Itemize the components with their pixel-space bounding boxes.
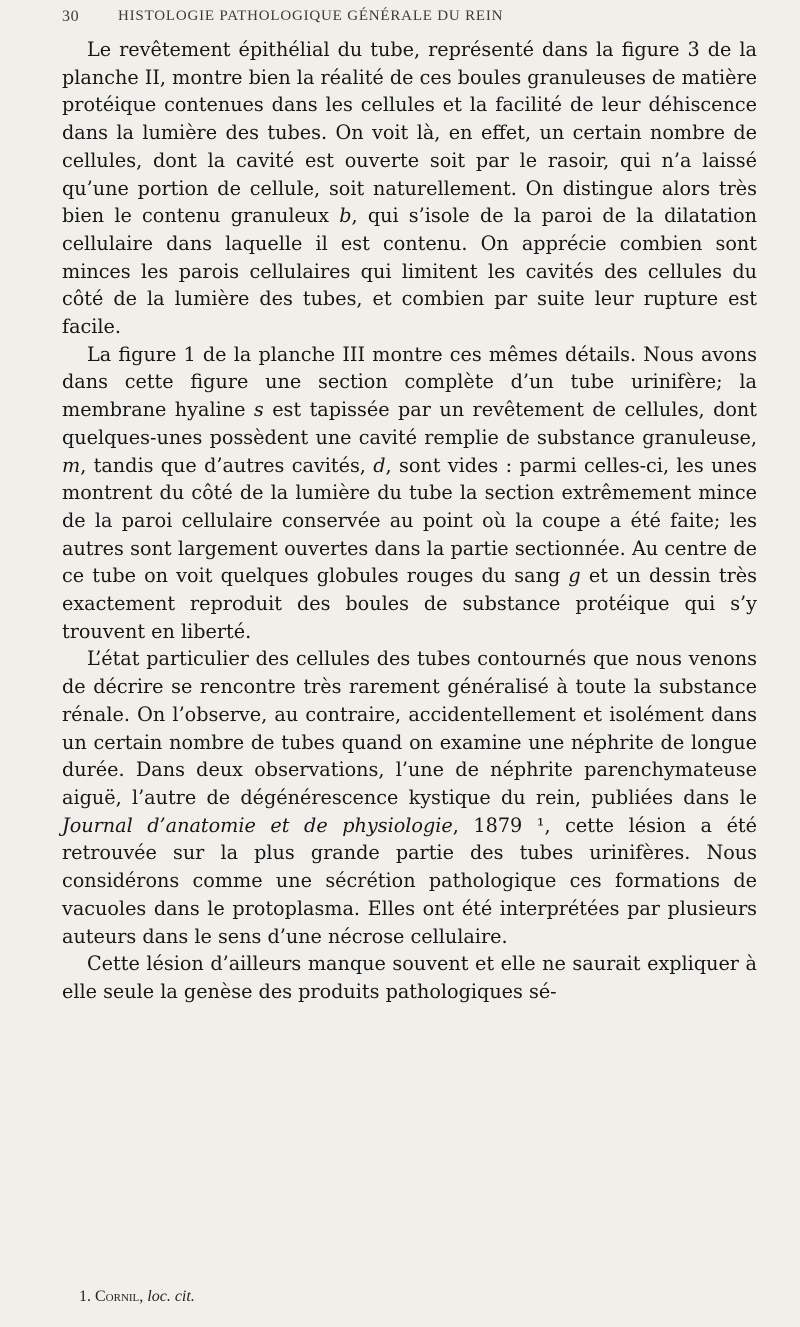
italic-term: b (339, 204, 352, 228)
text-run: L’état particulier des cellules des tubes contournés que nous venons de décrire se rencontre très rarement généralisé à toute la substance rénale. On l’observe, au contraire, accidentellement et isolément dans un certain nombre de tubes quand on examine une néphrite de longue durée. Dans deux observations, l’une de néphrite parenchymateuse aiguë, l’autre de dégénérescence kystique du rein, publiées dans le (62, 647, 757, 809)
text-run: et un dessin très exactement reproduit des boules de substance protéique qui s’y trouvent en liberté. (62, 564, 758, 643)
page-header (0, 8, 800, 34)
running-title: HISTOLOGIE PATHOLOGIQUE GÉNÉRALE DU REIN (118, 8, 504, 24)
italic-term: m (62, 453, 81, 477)
body-text (62, 36, 757, 1006)
footnote-reference: loc. cit. (147, 1288, 195, 1305)
text-run: Cette lésion d’ailleurs manque souvent et elle ne saurait expliquer à elle seule la genèse des produits pathologiques sé- (62, 952, 757, 1003)
italic-term: d (373, 453, 386, 477)
text-run: , qui s’isole de la paroi de la dilatation cellulaire dans laquelle il est contenu. On apprécie combien sont minces les parois cellulaires qui limitent les cavités des cellules du côté de la lumière des tubes, et combien par suite leur rupture est facile. (62, 204, 757, 339)
text-run: La figure 1 de la planche III montre ces mêmes détails. Nous avons dans cette figure une section complète d’un tube urinifère; la membrane hyaline (62, 342, 757, 422)
footnote: 1. Cornil, loc. cit. (79, 1288, 195, 1305)
paragraph (62, 36, 757, 341)
text-run: Le revêtement épithélial du tube, représenté dans la figure 3 de la planche II, montre bien la réalité de ces boules granuleuses de matière protéique contenues dans les cellules et la facilité de leur déhiscence dans la lumière des tubes. On voit là, en effet, un certain nombre de cellules, dont la cavité est ouverte soit par le rasoir, qui n’a laissé qu’une portion de cellule, soit naturellement. On distingue alors très bien le contenu granuleux (62, 38, 758, 228)
paragraph (62, 950, 757, 1005)
italic-term: g (568, 564, 581, 588)
footnote-author: Cornil (95, 1288, 140, 1305)
page-number: 30 (62, 8, 80, 25)
paragraph (62, 645, 757, 950)
text-run: , sont vides : parmi celles-ci, les unes montrent du côté de la lumière du tube la section extrêmement mince de la paroi cellulaire conservée au point où la coupe a été faite; les autres sont largement ouvertes dans la partie sectionnée. Au centre de ce tube on voit quelques globules rouges du sang (62, 453, 757, 588)
paragraph (62, 341, 757, 646)
italic-term: Journal d’anatomie et de physiologie (62, 813, 453, 837)
text-run: , 1879 ¹, cette lésion a été retrouvée sur la plus grande partie des tubes urinifères. Nous considérons comme une sécrétion pathologique ces formations de vacuoles dans le protoplasma. Elles ont été interprétées par plusieurs auteurs dans le sens d’une nécrose cellulaire. (62, 813, 757, 948)
text-run: est tapissée par un revêtement de cellules, dont quelques-unes possèdent une cavité remplie de substance granuleuse, (62, 398, 758, 449)
text-run: , tandis que d’autres cavités, (80, 453, 374, 477)
footnote-number: 1. (79, 1288, 91, 1305)
italic-term: s (253, 398, 264, 422)
